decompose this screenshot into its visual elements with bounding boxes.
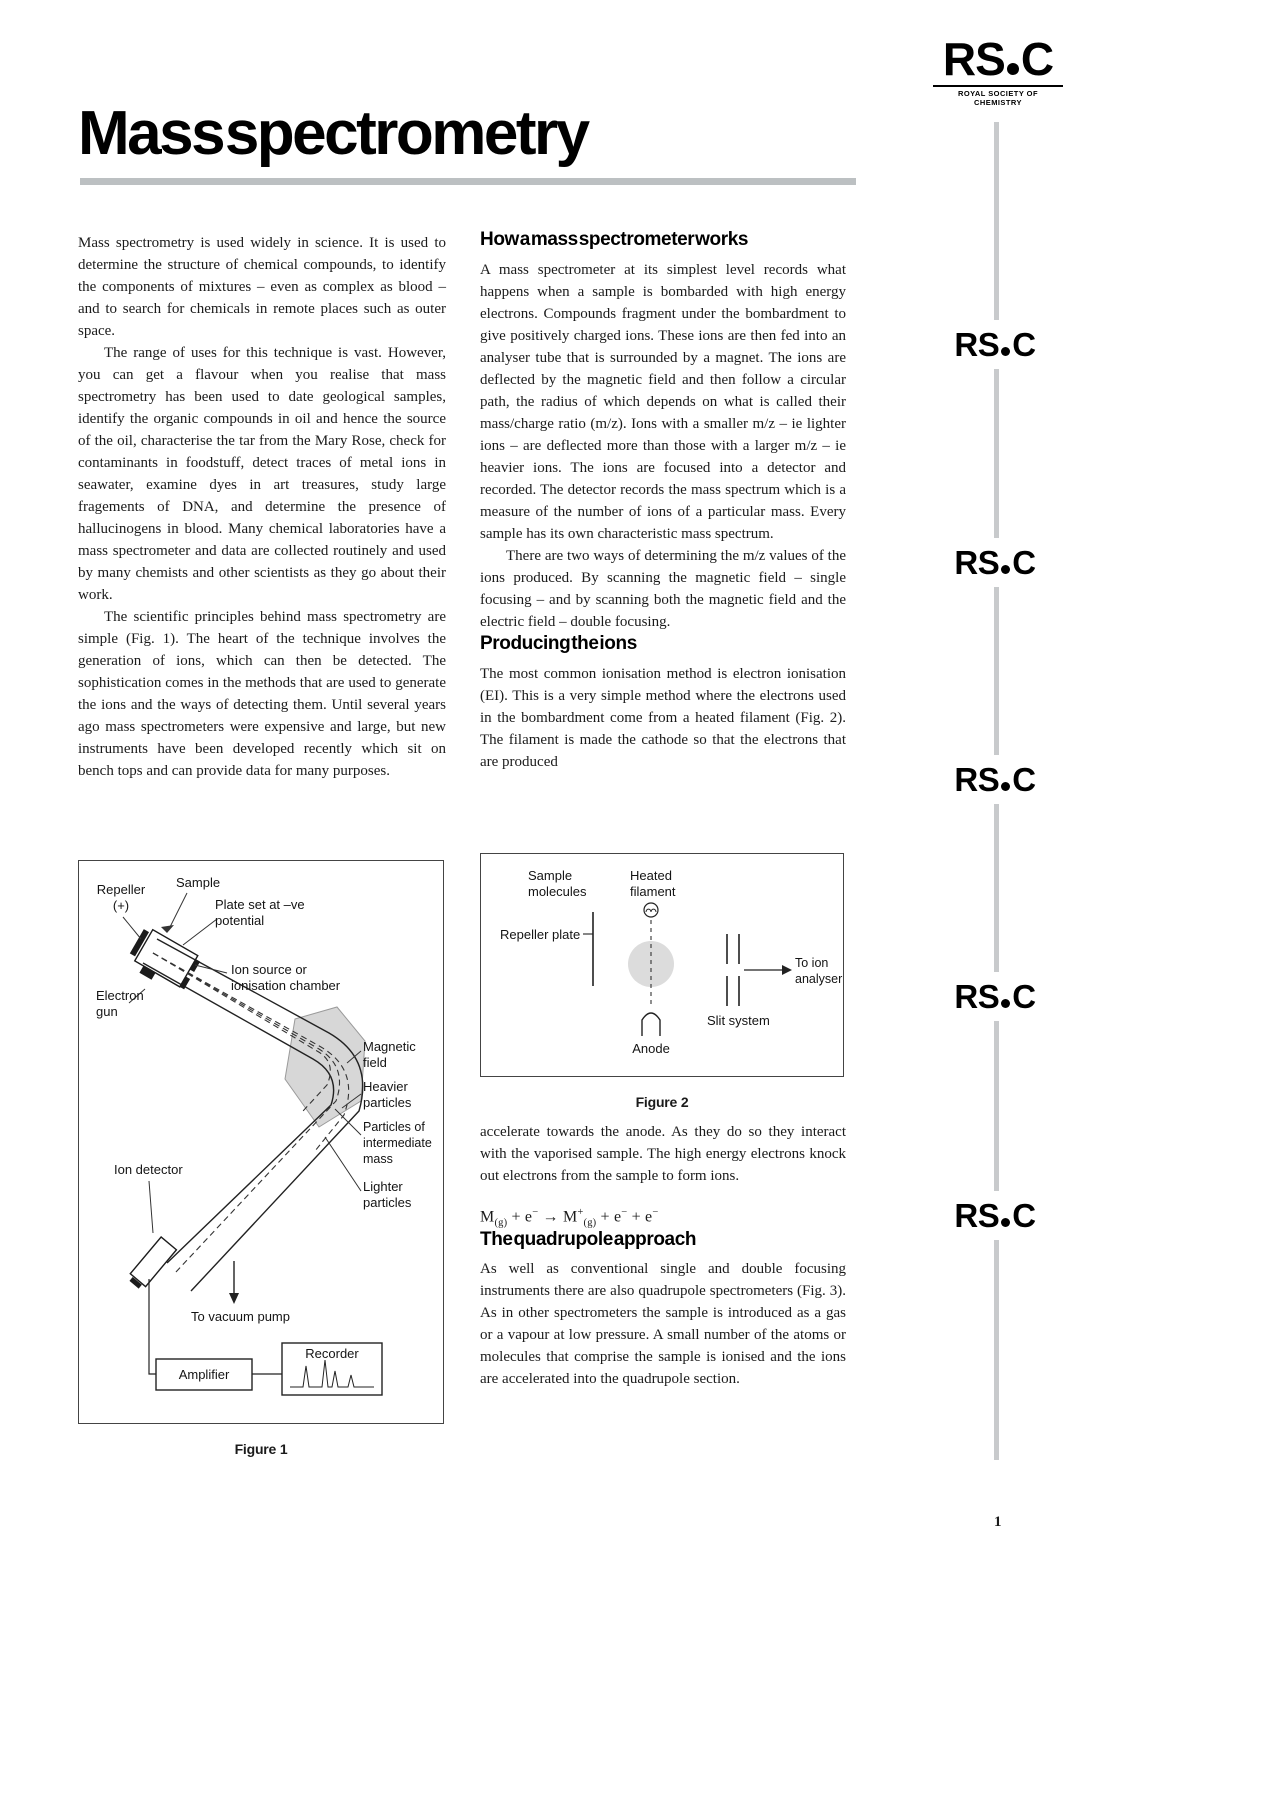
label-lighter-2: particles <box>363 1195 412 1210</box>
rsc-logo-c: C <box>1012 761 1036 798</box>
equation-part: + e <box>627 1208 653 1226</box>
page-number: 1 <box>994 1514 1002 1530</box>
intro-paragraph-3: The scientific principles behind mass spectrometry are simple (Fig. 1). The heart of the technique involves the generation of ions, which can then be detected. The sophistication comes in the methods that are used to generate the ions and the ways of detecting them. Until several years ago mass spectrometers were expensive and large, but new instruments have been developed recently which sit on bench tops and can provide data for many purposes. <box>78 609 446 779</box>
ion-detector-assembly <box>126 1237 176 1291</box>
ion-beam-arrowhead <box>782 965 792 975</box>
equation-sub: (g) <box>494 1217 508 1229</box>
how-works-paragraph-1: A mass spectrometer at its simplest level records what happens when a sample is bombarded with high energy electrons. Compounds fragment under the bombardment to give positively charged ions. These ions are then fed into an analyser tube that is surrounded by a magnet. The ions are deflected by the magnetic field and then follow a circular path, the radius of which depends on what is called their mass/charge ratio (m/z). Ions with a smaller m/z – ie lighter ions – are deflected more than those with a larger m/z – ie heavier ions. The ions are focused into a detector and recorded. The detector records the mass spectrum which is a measure of the number of ions of a particular mass. Every sample has its own characteristic mass spectrum. <box>480 261 846 542</box>
rsc-logo-rs: RS <box>954 326 1000 363</box>
equation-sup: + <box>577 1207 584 1218</box>
label-anode: Anode <box>632 1041 670 1056</box>
rsc-logo-dot-icon <box>1001 565 1010 574</box>
analyser-tube-inner <box>143 963 334 1263</box>
label-sample: Sample <box>176 875 221 890</box>
detector-to-amplifier-wire <box>149 1279 156 1374</box>
ion-source-assembly <box>124 926 202 997</box>
equation-sup: − <box>621 1207 628 1218</box>
producing-ions-paragraph: The most common ionisation method is electron ionisation (EI). This is a very simple method where the electrons used in the bombardment come from a heated filament (Fig. 2). The filament is made the cathode so that the electrons that are produced <box>480 665 846 770</box>
heading-quadrupole-approach: The quadrupole approach <box>480 1228 697 1250</box>
intro-paragraph-2: The range of uses for this technique is vast. However, you can get a flavour when you realise that mass spectrometry has been used to date geological samples, identify the organic compounds in oil and hence the source of the oil, characterise the tar from the Mary Rose, check for contaminants in foodstuff, detect traces of metal ions in seawater, examine dyes in art treasures, study large fragements of DNA, and determine the presence of hallucinogens in blood. Many chemical laboratories have a mass spectrometer and data are collected routinely and used by many chemists and other scientists as they go about their work. <box>78 345 446 603</box>
equation-sub: (g) <box>583 1217 597 1229</box>
title-rule <box>80 178 856 185</box>
label-ion-detector: Ion detector <box>114 1162 183 1177</box>
label-electron-gun-1: Electron <box>96 988 144 1003</box>
rsc-logo-dot-icon <box>1001 1218 1010 1227</box>
equation-part: M <box>480 1208 495 1226</box>
figure-1-caption: Figure 1 <box>234 1441 288 1457</box>
label-electron-gun-2: gun <box>96 1004 118 1019</box>
label-plate-2: potential <box>215 913 265 928</box>
rsc-logo-rs: RS <box>954 1197 1000 1234</box>
label-plate-1: Plate set at –ve <box>215 897 305 912</box>
equation-sup: − <box>652 1207 659 1218</box>
quadrupole-paragraph: As well as conventional single and double focusing instruments there are also quadrupole spectrometers (Fig. 3). As in other spectrometers the sample is introduced as a gas or a vapour at low pressure. A small number of the atoms or molecules that comprise the sample is ionised and the ions are accelerated into the quadrupole section. <box>480 1261 846 1388</box>
filament-coil <box>646 909 656 912</box>
equation-part: + e <box>596 1208 622 1226</box>
label-intermediate-1: Particles of <box>363 1120 425 1134</box>
label-intermediate-3: mass <box>363 1152 393 1166</box>
ionisation-equation <box>480 1207 846 1229</box>
equation-part: → M <box>538 1208 578 1226</box>
rsc-logo-dot-icon <box>1001 782 1010 791</box>
label-to-ion-analyser-1: To ion <box>795 956 829 970</box>
intro-paragraph-1: Mass spectrometry is used widely in science. It is used to determine the structure of chemical compounds, to identify the components of mixtures – even as complex as blood – and to search for chemicals in remote places such as outer space. <box>78 235 446 339</box>
figure-2-frame <box>480 853 844 1077</box>
label-to-ion-analyser-2: analyser <box>795 972 843 986</box>
label-slit-system: Slit system <box>707 1013 770 1028</box>
label-repeller-plate: Repeller plate <box>500 927 581 942</box>
label-amplifier: Amplifier <box>178 1367 230 1382</box>
recorder-spectrum-trace <box>290 1360 374 1387</box>
figure-1-frame <box>78 860 444 1424</box>
label-ion-source-1: Ion source or <box>231 962 307 977</box>
rsc-logo-c: C <box>1020 33 1054 85</box>
rsc-logo-text <box>933 33 1063 85</box>
label-ion-source-2: ionisation chamber <box>231 978 341 993</box>
left-column <box>78 232 446 782</box>
label-sample-molecules-1: Sample <box>528 868 573 883</box>
rsc-logo-dot-icon <box>1001 347 1010 356</box>
anode-shape <box>642 1013 660 1036</box>
rsc-logo-rs: RS <box>942 33 1005 85</box>
figure-2 <box>480 853 844 1110</box>
figure-1 <box>78 860 444 1457</box>
rsc-logo-dot-icon <box>1007 63 1019 75</box>
right-column-lower <box>480 1121 846 1390</box>
label-magnetic-field-2: field <box>363 1055 387 1070</box>
label-repeller: Repeller <box>96 882 146 897</box>
rsc-logo-c: C <box>1012 1197 1036 1234</box>
vacuum-arrowhead <box>229 1293 239 1304</box>
margin-logo <box>948 538 1042 587</box>
rsc-logo <box>933 33 1063 107</box>
magnetic-field-region <box>285 1007 365 1127</box>
label-recorder: Recorder <box>305 1346 359 1361</box>
rsc-logo-dot-icon <box>1001 999 1010 1008</box>
label-heated-filament-2: filament <box>630 884 676 899</box>
label-vacuum-pump: To vacuum pump <box>191 1309 290 1324</box>
label-lighter-1: Lighter <box>363 1179 403 1194</box>
label-heavier-2: particles <box>363 1095 412 1110</box>
figure-2-diagram <box>481 854 843 1071</box>
margin-logo <box>948 1191 1042 1240</box>
heading-how-a-mass-spectrometer-works: How a mass spectrometer works <box>480 229 749 250</box>
page-title: Mass spectrometry <box>78 99 588 168</box>
rsc-logo-rs: RS <box>954 978 1000 1015</box>
label-heated-filament-1: Heated <box>630 868 672 883</box>
label-intermediate-2: intermediate <box>363 1136 432 1150</box>
heading-producing-the-ions: Producing the ions <box>480 632 637 654</box>
label-sample-molecules-2: molecules <box>528 884 587 899</box>
equation-part: + e <box>507 1208 533 1226</box>
sample-arrowhead <box>161 925 174 933</box>
margin-logo <box>948 972 1042 1021</box>
rsc-logo-rs: RS <box>954 544 1000 581</box>
figure-1-diagram <box>79 861 443 1418</box>
rsc-logo-rs: RS <box>954 761 1000 798</box>
margin-logo <box>948 320 1042 369</box>
how-works-paragraph-2: There are two ways of determining the m/z values of the ions produced. By scanning the magnetic field – single focusing – and by scanning both the magnetic field and the electric field – double focusing. <box>480 547 846 630</box>
equation-sup: − <box>532 1207 539 1218</box>
rsc-logo-c: C <box>1012 978 1036 1015</box>
margin-logo <box>948 755 1042 804</box>
label-heavier-1: Heavier <box>363 1079 408 1094</box>
accelerate-paragraph: accelerate towards the anode. As they do so they interact with the vaporised sample. The high energy electrons knock out electrons from the sample to form ions. <box>480 1124 846 1184</box>
label-magnetic-field-1: Magnetic <box>363 1039 416 1054</box>
rsc-logo-c: C <box>1012 544 1036 581</box>
label-repeller-plus: (+) <box>112 898 130 913</box>
slit-system-shape <box>727 934 739 1006</box>
rsc-logo-subtext: ROYAL SOCIETY OF CHEMISTRY <box>933 85 1063 107</box>
right-column <box>480 229 846 773</box>
rsc-logo-c: C <box>1012 326 1036 363</box>
figure-2-caption: Figure 2 <box>635 1094 689 1110</box>
